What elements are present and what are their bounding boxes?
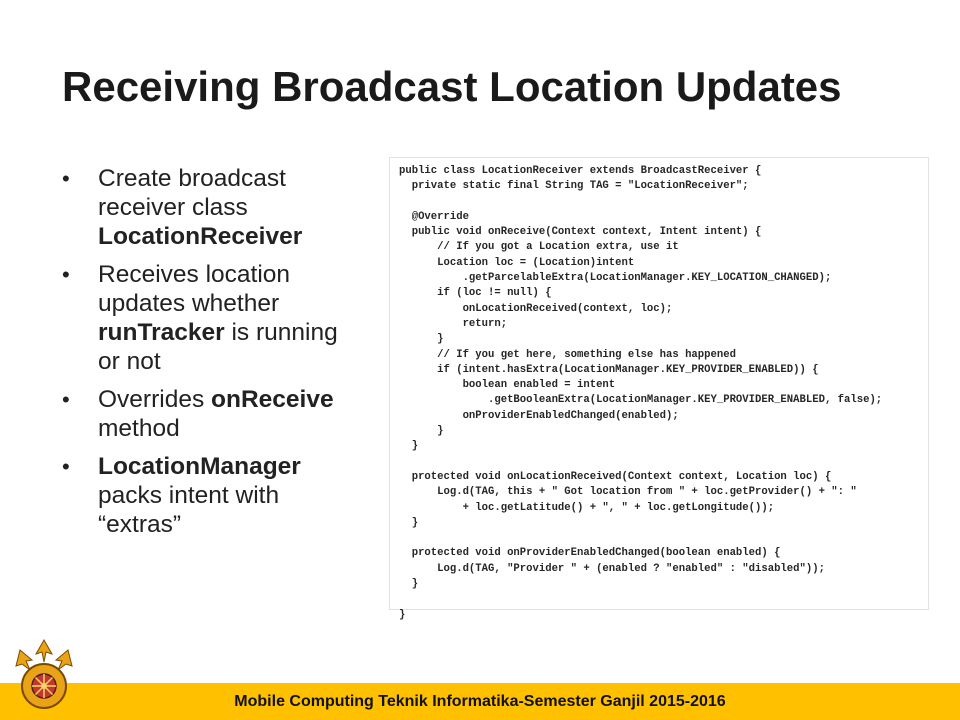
code-line: }	[399, 425, 444, 438]
code-line	[399, 592, 928, 607]
bullet-keyword: runTracker	[98, 319, 225, 346]
bullet-text: Create broadcast receiver class	[98, 165, 286, 221]
slide-title: Receiving Broadcast Location Updates	[62, 63, 842, 110]
footer-bar	[0, 683, 960, 720]
code-line: protected void onProviderEnabledChanged(boolean enabled) {	[399, 547, 781, 560]
bullet-item	[62, 452, 362, 539]
code-line: boolean enabled = intent	[399, 379, 616, 392]
bullet-dot-icon: •	[62, 454, 70, 479]
code-line: @Override	[399, 210, 469, 223]
code-screenshot	[389, 157, 929, 621]
code-line: + loc.getLatitude() + ", " + loc.getLongitude());	[399, 501, 775, 514]
code-line: }	[399, 440, 419, 453]
bullet-keyword: LocationManager	[98, 453, 301, 480]
code-line: public class LocationReceiver extends BroadcastReceiver {	[399, 165, 762, 177]
bullet-keyword: onReceive	[211, 386, 334, 413]
code-line: }	[399, 578, 419, 591]
bullet-dot-icon: •	[62, 387, 70, 412]
bullet-text: Overrides	[98, 386, 212, 413]
code-line: Log.d(TAG, "Provider " + (enabled ? "enabled" : "disabled"));	[399, 562, 825, 575]
code-line: }	[399, 608, 406, 621]
bullet-text: is running or not	[98, 319, 338, 375]
bullet-item	[62, 385, 362, 443]
code-line: onProviderEnabledChanged(enabled);	[399, 409, 679, 422]
code-line	[399, 531, 928, 546]
code-line: Log.d(TAG, this + " Got location from " + loc.getProvider() + ": "	[399, 486, 857, 499]
code-line: // If you get here, something else has happened	[399, 348, 736, 361]
code-line: Location loc = (Location)intent	[399, 256, 635, 269]
footer-text: Mobile Computing Teknik Informatika-Semester Ganjil 2015-2016	[234, 693, 726, 710]
code-line: private static final String TAG = "LocationReceiver";	[399, 180, 749, 193]
bullet-list	[62, 164, 362, 548]
bullet-text: packs intent with “extras”	[98, 482, 280, 538]
bullet-keyword: LocationReceiver	[98, 223, 303, 250]
bullet-text: Receives location updates whether	[98, 261, 291, 317]
code-line: if (loc != null) {	[399, 287, 552, 300]
university-emblem-logo	[6, 636, 82, 720]
code-line: return;	[399, 317, 508, 330]
code-line: .getParcelableExtra(LocationManager.KEY_LOCATION_CHANGED);	[399, 272, 832, 285]
code-line: }	[399, 333, 444, 346]
code-line: }	[399, 516, 419, 529]
bullet-dot-icon: •	[62, 262, 70, 287]
code-line: public void onReceive(Context context, Intent intent) {	[399, 226, 762, 239]
code-line	[399, 455, 928, 470]
bullet-dot-icon: •	[62, 166, 70, 191]
bullet-item	[62, 164, 362, 251]
code-line: // If you got a Location extra, use it	[399, 241, 679, 254]
code-line: onLocationReceived(context, loc);	[399, 302, 673, 315]
code-line: if (intent.hasExtra(LocationManager.KEY_PROVIDER_ENABLED)) {	[399, 363, 819, 376]
bullet-item	[62, 260, 362, 376]
code-line: protected void onLocationReceived(Context context, Location loc) {	[399, 470, 832, 483]
logo-hub	[41, 683, 47, 689]
bullet-text: method	[98, 415, 180, 442]
code-line	[399, 195, 928, 210]
code-line: .getBooleanExtra(LocationManager.KEY_PROVIDER_ENABLED, false);	[399, 394, 883, 407]
